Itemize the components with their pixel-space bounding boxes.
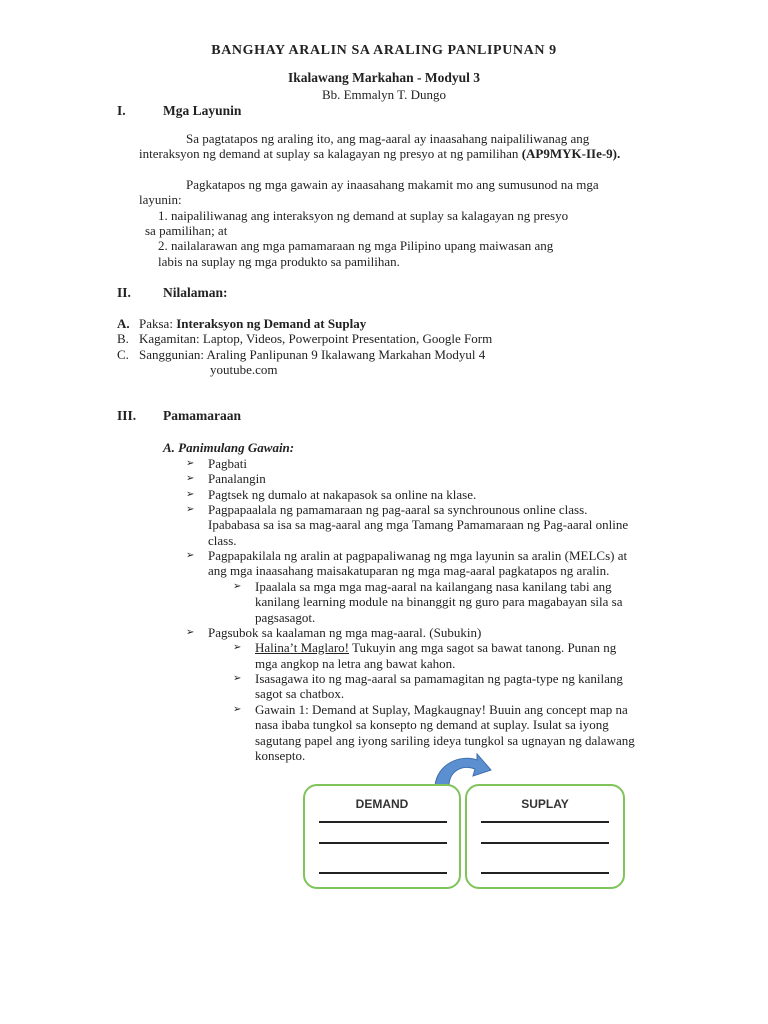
document-title: BANGHAY ARALIN SA ARALING PANLIPUNAN 9 <box>211 43 557 58</box>
answer-line <box>481 842 609 844</box>
bullet-arrow-icon: ➢ <box>186 473 195 484</box>
answer-line <box>481 872 609 874</box>
section-3-number: III. <box>117 408 137 423</box>
sub-list-item: sagutang papel ang iyong sariling ideya tungkol sa ugnayan ng dalawang <box>255 733 635 748</box>
list-item: class. <box>208 533 237 548</box>
objective-item: sa pamilihan; at <box>145 223 228 238</box>
author: Bb. Emmalyn T. Dungo <box>321 87 447 102</box>
content-topic: Paksa: Interaksyon ng Demand at Suplay <box>139 316 367 331</box>
content-materials: Kagamitan: Laptop, Videos, Powerpoint Presentation, Google Form <box>139 331 493 346</box>
list-item: Pagbati <box>208 456 247 471</box>
suplay-label: SUPLAY <box>521 797 569 811</box>
list-item: Pagpapakilala ng aralin at pagpapaliwanag ng mga layunin sa aralin (MELCs) at <box>208 548 628 563</box>
melc-code: (AP9MYK-IIe-9). <box>521 146 621 161</box>
bullet-arrow-icon: ➢ <box>233 642 242 653</box>
sub-list-item: sagot sa chatbox. <box>255 686 345 701</box>
suplay-box <box>465 784 625 889</box>
sub-list-item: pagsasagot. <box>255 610 316 625</box>
section-1-number: I. <box>117 103 126 118</box>
game-title: Halina’t Maglaro! <box>255 640 349 655</box>
subsection-a-title: A. Panimulang Gawain: <box>163 440 295 455</box>
objective-item: labis na suplay ng mga produkto sa pamilihan. <box>158 254 400 269</box>
list-item: Pagsubok sa kaalaman ng mga mag-aaral. (Subukin) <box>208 625 482 640</box>
section-1-title: Mga Layunin <box>163 103 242 118</box>
section-2-number: II. <box>117 285 131 300</box>
answer-line <box>481 821 609 823</box>
intro-paragraph-line: layunin: <box>139 192 182 207</box>
answer-line <box>319 872 447 874</box>
content-references: Sanggunian: Araling Panlipunan 9 Ikalawang Markahan Modyul 4 <box>139 347 486 362</box>
bullet-arrow-icon: ➢ <box>233 673 242 684</box>
document-subtitle: Ikalawang Markahan - Modyul 3 <box>287 70 481 85</box>
list-item: Pagpapaalala ng pamamaraan ng pag-aaral sa synchrounous online class. <box>208 502 588 517</box>
bullet-arrow-icon: ➢ <box>186 458 195 469</box>
sub-list-item: kanilang learning module na binanggit ng guro para magabayan sila sa <box>255 594 623 609</box>
section-3-title: Pamamaraan <box>163 408 241 423</box>
sub-list-item: Halina’t Maglaro! Tukuyin ang mga sagot sa bawat tanong. Punan ng <box>255 640 617 655</box>
sub-list-item: Ipaalala sa mga mga mag-aaral na kailangang nasa kanilang tabi ang <box>255 579 612 594</box>
list-item: Pagtsek ng dumalo at nakapasok sa online na klase. <box>208 487 477 502</box>
demand-label: DEMAND <box>355 797 409 811</box>
objective-item: 2. nailalarawan ang mga pamamaraan ng mga Pilipino upang maiwasan ang <box>158 238 554 253</box>
objective-paragraph-line: Sa pagtatapos ng araling ito, ang mag-aaral ay inaasahang naipaliliwanag ang <box>186 131 590 146</box>
sub-list-item: nasa ibaba tungkol sa konsepto ng demand at suplay. Isulat sa iyong <box>255 717 609 732</box>
intro-paragraph-line: Pagkatapos ng mga gawain ay inaasahang makamit mo ang sumusunod na mga <box>186 177 599 192</box>
list-item: ang mga inaasahang maisakatuparan ng mga mag-aaral pagkatapos ng aralin. <box>208 563 610 578</box>
bullet-arrow-icon: ➢ <box>233 581 242 592</box>
content-label-c: C. <box>117 347 129 362</box>
objective-item: 1. naipaliliwanag ang interaksyon ng demand at suplay sa kalagayan ng presyo <box>158 208 569 223</box>
bullet-arrow-icon: ➢ <box>186 627 195 638</box>
answer-line <box>319 842 447 844</box>
sub-list-item: mga angkop na letra ang bawat kahon. <box>255 656 456 671</box>
content-label-b: B. <box>117 331 129 346</box>
demand-box <box>303 784 461 889</box>
sub-list-item: Gawain 1: Demand at Suplay, Magkaugnay! Buuin ang concept map na <box>255 702 628 717</box>
answer-line <box>319 821 447 823</box>
content-label-a: A. <box>117 316 130 331</box>
bullet-arrow-icon: ➢ <box>233 704 242 715</box>
bullet-arrow-icon: ➢ <box>186 489 195 500</box>
bullet-arrow-icon: ➢ <box>186 550 195 561</box>
sub-list-item: Isasagawa ito ng mag-aaral sa pamamagitan ng pagta-type ng kanilang <box>255 671 623 686</box>
sub-list-item: konsepto. <box>255 748 306 763</box>
content-references-url: youtube.com <box>210 362 278 377</box>
section-2-title: Nilalaman: <box>163 285 228 300</box>
list-item: Ipababasa sa isa sa mag-aaral ang mga Tamang Pamamaraan ng Pag-aaral online <box>208 517 629 532</box>
bullet-arrow-icon: ➢ <box>186 504 195 515</box>
objective-paragraph-line: interaksyon ng demand at suplay sa kalagayan ng presyo at ng pamilihan (AP9MYK-IIe-9). <box>139 146 621 161</box>
list-item: Panalangin <box>208 471 266 486</box>
